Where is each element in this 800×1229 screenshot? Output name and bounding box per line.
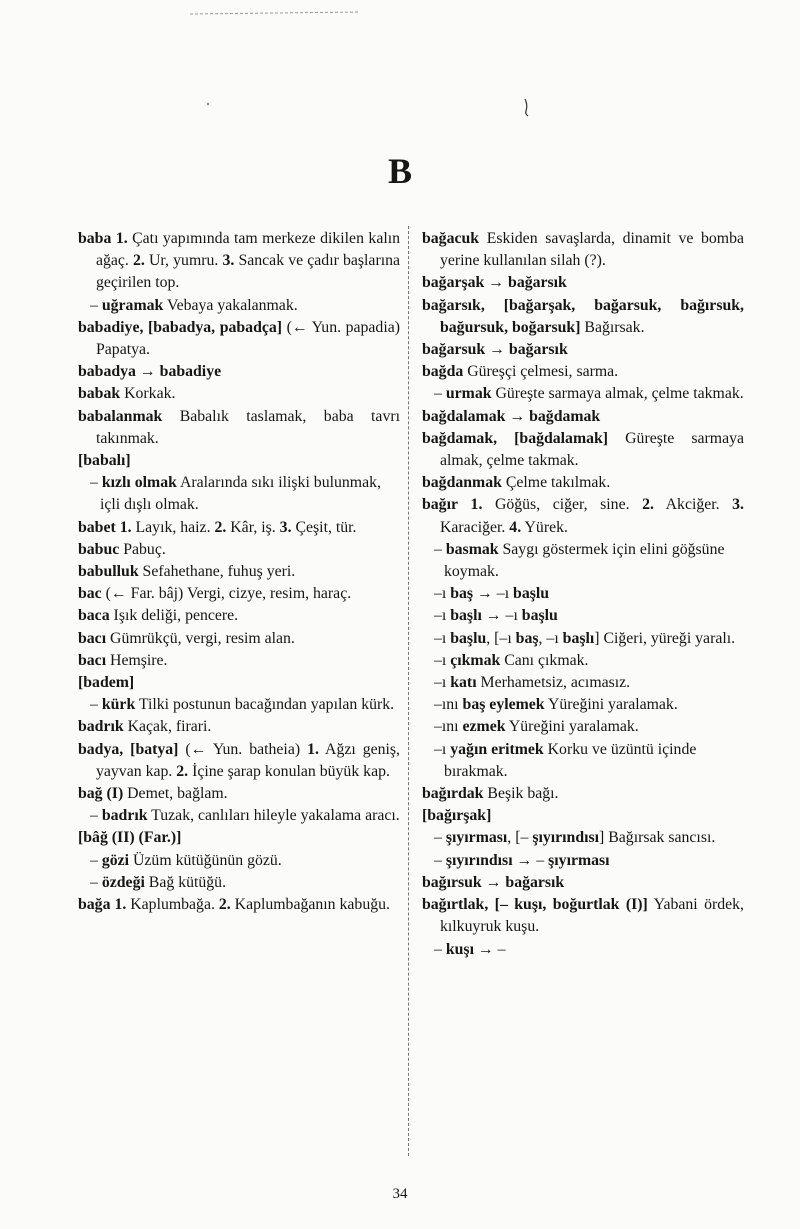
- definition-text: Güreşçi çelmesi, sarma.: [463, 363, 619, 381]
- dictionary-entry: [78, 539, 400, 561]
- definition-text: ] Bağırsak sancısı.: [599, 829, 716, 847]
- dictionary-entry: [78, 650, 400, 672]
- definition-text: Yürek.: [521, 518, 568, 536]
- dictionary-entry: [422, 494, 744, 538]
- dictionary-entry: [422, 272, 744, 294]
- dictionary-subentry: [78, 472, 400, 516]
- dictionary-subentry: [78, 295, 400, 317]
- definition-text: İçine şarap konulan büyük kap.: [188, 762, 390, 780]
- dictionary-entry: [78, 561, 400, 583]
- definition-text: Tuzak, canlıları hileyle yakalama aracı.: [147, 807, 400, 825]
- headword-text: babadiye: [159, 363, 222, 381]
- headword-text: badrık: [78, 718, 124, 736]
- definition-text: Güreşte sarmaya almak, çelme takmak.: [440, 429, 744, 470]
- headword-text: 1.: [114, 896, 127, 914]
- headword-text: 1.: [470, 496, 483, 514]
- headword-text: bağdamak: [529, 407, 601, 425]
- dictionary-entry: [78, 317, 400, 361]
- definition-text: –ı: [434, 651, 451, 669]
- headword-text: özdeği: [101, 873, 145, 891]
- definition-text: –ını: [434, 696, 463, 714]
- headword-text: baş eylemek: [462, 696, 545, 714]
- definition-text: →: [505, 407, 530, 425]
- definition-text: Gümrükçü, vergi, resim alan.: [106, 629, 295, 647]
- dictionary-subentry: [422, 716, 744, 738]
- headword-text: 3.: [732, 496, 745, 514]
- dictionary-subentry: [422, 850, 744, 872]
- headword-text: 2.: [214, 518, 227, 536]
- dictionary-entry: [422, 428, 744, 472]
- headword-text: şıyırındısı: [532, 829, 600, 847]
- headword-text: 2.: [133, 252, 145, 270]
- definition-text: –: [434, 385, 446, 403]
- headword-text: uğramak: [101, 296, 164, 314]
- dictionary-entry: [422, 805, 744, 827]
- headword-text: başlı: [562, 629, 595, 647]
- headword-text: bağarsık: [505, 873, 565, 891]
- dictionary-entry: [78, 517, 400, 539]
- dictionary-entry: [78, 450, 400, 472]
- dictionary-subentry: [422, 650, 744, 672]
- definition-text: Kâr, iş.: [226, 518, 280, 536]
- dictionary-subentry: [422, 605, 744, 627]
- definition-text: →: [484, 274, 509, 292]
- definition-text: Babalık taslamak, baba tavrı takınmak.: [96, 407, 400, 447]
- headword-text: 2.: [642, 496, 654, 514]
- definition-text: Sancak ve çadır başlarına geçirilen top.: [96, 252, 400, 292]
- definition-text: Eskiden savaşlarda, dinamit ve bomba yerine kullanılan silah (?).: [440, 230, 744, 270]
- dictionary-subentry: [78, 872, 400, 894]
- definition-text: , [–: [507, 829, 533, 847]
- headword-text: baca: [78, 607, 110, 625]
- definition-text: →: [485, 341, 509, 359]
- definition-text: Korku ve üzüntü içinde bırakmak.: [444, 740, 697, 780]
- definition-text: ] Ciğeri, yüreği yaralı.: [594, 629, 736, 647]
- headword-text: şıyırması: [548, 851, 610, 869]
- dictionary-entry: [422, 339, 744, 361]
- definition-text: –ı: [434, 629, 451, 647]
- headword-text: şıyırındısı: [445, 851, 513, 869]
- column-divider: [408, 226, 409, 1156]
- dictionary-entry: [78, 716, 400, 738]
- headword-text: [bağırşak]: [422, 807, 492, 825]
- dictionary-entry: [422, 872, 744, 894]
- headword-text: [badem]: [78, 674, 135, 692]
- definition-text: Pabuç.: [119, 540, 166, 558]
- definition-text: Canı çıkmak.: [500, 651, 589, 669]
- headword-text: 2.: [176, 762, 189, 780]
- headword-text: babulluk: [78, 563, 139, 581]
- definition-text: –: [434, 829, 446, 847]
- definition-text: , –ı: [538, 629, 563, 647]
- headword-text: bağırdak: [422, 785, 484, 803]
- definition-text: →: [135, 363, 160, 381]
- dictionary-entry: [78, 383, 400, 405]
- definition-text: Vebaya yakalanmak.: [163, 296, 298, 314]
- definition-text: Hemşire.: [106, 651, 168, 669]
- headword-text: bağarsık, [bağarşak, bağarsuk, bağırsuk, bağursuk, boğarsuk]: [422, 296, 744, 336]
- definition-text: –: [90, 474, 102, 492]
- dictionary-entry: [422, 472, 744, 494]
- headword-text: şıyırması: [445, 829, 508, 847]
- headword-text: bacı: [78, 651, 107, 669]
- definition-text: Beşik bağı.: [483, 785, 559, 803]
- definition-text: –: [90, 851, 102, 869]
- definition-text: → –ı: [481, 607, 522, 625]
- definition-text: –: [434, 851, 446, 869]
- headword-text: basmak: [445, 540, 499, 558]
- headword-text: babadya: [78, 363, 136, 381]
- headword-text: 2.: [218, 896, 231, 914]
- dictionary-entry: [422, 361, 744, 383]
- headword-text: babalanmak: [78, 407, 163, 425]
- definition-text: Göğüs, ciğer, sine.: [482, 496, 643, 514]
- definition-text: (← Yun. batheia): [178, 740, 308, 758]
- headword-text: baş: [450, 585, 474, 603]
- dictionary-entry: [78, 605, 400, 627]
- definition-text: Yüreğini yaralamak.: [544, 696, 678, 714]
- headword-text: kürk: [101, 696, 136, 714]
- headword-text: badya, [batya]: [78, 740, 179, 758]
- headword-text: bağa: [78, 896, 111, 914]
- definition-text: –: [90, 873, 102, 891]
- dictionary-entry: [78, 739, 400, 783]
- definition-text: (← Far. bâj) Vergi, cizye, resim, haraç.: [101, 585, 352, 603]
- definition-text: Kaplumbağanın kabuğu.: [230, 896, 390, 914]
- headword-text: bağarsık: [508, 274, 567, 292]
- headword-text: badrık: [101, 807, 148, 825]
- definition-text: –: [434, 940, 446, 958]
- definition-text: Karaciğer.: [440, 518, 510, 536]
- headword-text: bağ (I): [78, 785, 124, 803]
- headword-text: babet: [78, 518, 116, 536]
- section-letter: B: [387, 151, 412, 191]
- definition-text: Çeşit, tür.: [291, 518, 357, 536]
- headword-text: 1.: [307, 740, 319, 758]
- headword-text: [babalı]: [78, 452, 131, 470]
- headword-text: bağdanmak: [422, 474, 502, 492]
- headword-text: 3.: [279, 518, 292, 536]
- dictionary-entry: [78, 827, 400, 849]
- definition-text: Akciğer.: [653, 496, 733, 514]
- headword-text: bağarşak: [422, 274, 485, 292]
- definition-text: Korkak.: [120, 385, 176, 403]
- headword-text: kızlı olmak: [101, 474, 177, 492]
- headword-text: bağır: [422, 496, 458, 514]
- headword-text: baba: [78, 230, 112, 247]
- definition-text: –ı: [434, 585, 451, 603]
- dictionary-subentry: [422, 672, 744, 694]
- definition-text: , [–ı: [486, 629, 516, 647]
- definition-text: –: [90, 807, 102, 825]
- definition-text: –: [90, 296, 102, 314]
- dictionary-entry: [78, 672, 400, 694]
- definition-text: Güreşte sarmaya almak, çelme takmak.: [491, 385, 744, 403]
- definition-text: Demet, bağlam.: [123, 785, 228, 803]
- headword-text: bağırsuk: [422, 873, 482, 891]
- definition-text: Layık, haiz.: [131, 518, 215, 536]
- dictionary-entry: [422, 894, 744, 938]
- definition-text: Yüreğini yaralamak.: [505, 718, 639, 736]
- dictionary-entry: [78, 406, 400, 450]
- definition-text: –: [434, 540, 446, 558]
- dictionary-entry: [422, 783, 744, 805]
- headword-text: başlı: [450, 607, 482, 625]
- dictionary-entry: [422, 406, 744, 428]
- definition-text: Saygı göstermek için elini göğsüne koymak.: [444, 540, 725, 581]
- headword-text: bağda: [422, 363, 464, 381]
- definition-text: Aralarında sıkı ilişki bulunmak, içli dışlı olmak.: [100, 474, 381, 514]
- definition-text: (← Yun. papadia) Papatya.: [96, 318, 400, 359]
- dictionary-subentry: [78, 850, 400, 872]
- headword-text: baş: [515, 629, 539, 647]
- definition-text: Çatı yapımında tam merkeze dikilen kalın ağaç.: [96, 230, 401, 270]
- headword-text: bac: [78, 585, 102, 603]
- definition-text: → –: [512, 851, 549, 869]
- headword-text: bağdamak, [bağdalamak]: [422, 429, 609, 447]
- headword-text: 3.: [222, 252, 235, 270]
- definition-text: Tilki postunun bacağından yapılan kürk.: [135, 696, 395, 714]
- left-column: [78, 228, 400, 916]
- headword-text: ezmek: [462, 718, 506, 736]
- definition-text: –ını: [434, 718, 463, 736]
- headword-text: bağırtlak, [– kuşı, boğurtlak (I)]: [422, 896, 648, 914]
- headword-text: babak: [78, 385, 121, 403]
- definition-text: Kaplumbağa.: [126, 896, 219, 914]
- headword-text: bağacuk: [422, 230, 480, 247]
- dictionary-entry: [78, 894, 400, 916]
- headword-text: babuc: [78, 540, 120, 558]
- definition-text: Üzüm kütüğünün gözü.: [129, 851, 282, 869]
- headword-text: bacı: [78, 629, 107, 647]
- definition-text: →: [481, 873, 506, 891]
- dictionary-entry: [78, 228, 400, 295]
- headword-text: bağarsuk: [422, 341, 486, 359]
- headword-text: [bâğ (II) (Far.)]: [78, 829, 182, 847]
- headword-text: çıkmak: [450, 651, 501, 669]
- definition-text: –ı: [434, 607, 451, 625]
- headword-text: kuşı: [445, 940, 474, 958]
- dictionary-entry: [422, 228, 744, 272]
- dictionary-subentry: [78, 694, 400, 716]
- definition-text: –ı: [434, 674, 451, 692]
- headword-text: yağın eritmek: [450, 740, 544, 758]
- definition-text: Sefahethane, fuhuş yeri.: [138, 563, 296, 581]
- definition-text: Ağzı geniş, yayvan kap.: [96, 740, 401, 780]
- dictionary-subentry: [422, 539, 744, 583]
- headword-text: 1.: [119, 518, 132, 536]
- definition-text: Kaçak, firari.: [123, 718, 212, 736]
- dictionary-subentry: [422, 694, 744, 716]
- dictionary-subentry: [422, 383, 744, 405]
- dictionary-subentry: [422, 583, 744, 605]
- definition-text: –ı: [434, 740, 451, 758]
- definition-text: Bağırsak.: [580, 318, 645, 336]
- headword-text: bağarsık: [508, 341, 568, 359]
- definition-text: Çelme takılmak.: [501, 474, 611, 492]
- right-column: [422, 228, 744, 961]
- definition-text: → –ı: [473, 585, 514, 603]
- headword-text: 4.: [509, 518, 522, 536]
- definition-text: –: [90, 696, 102, 714]
- headword-text: urmak: [445, 385, 492, 403]
- dictionary-subentry: [422, 739, 744, 783]
- dictionary-subentry: [422, 628, 744, 650]
- dictionary-entry: [78, 783, 400, 805]
- headword-text: babadiye, [babadya, pabadça]: [78, 318, 283, 336]
- definition-text: Işık deliği, pencere.: [109, 607, 239, 625]
- headword-text: başlu: [513, 585, 550, 603]
- definition-text: [458, 496, 471, 513]
- dictionary-entry: [422, 295, 744, 339]
- headword-text: başlu: [521, 607, 558, 625]
- definition-text: Ur, yumru.: [144, 252, 223, 270]
- headword-text: başlu: [450, 629, 487, 647]
- headword-text: gözi: [101, 851, 130, 869]
- definition-text: Merhametsiz, acımasız.: [476, 674, 631, 692]
- dictionary-entry: [78, 583, 400, 605]
- definition-text: Yabani ördek, kılkuyruk kuşu.: [440, 896, 744, 936]
- dictionary-subentry: [78, 805, 400, 827]
- definition-text: Bağ kütüğü.: [144, 873, 227, 891]
- dictionary-entry: [78, 361, 400, 383]
- headword-text: 1.: [115, 230, 128, 247]
- dictionary-entry: [78, 628, 400, 650]
- definition-text: → –: [473, 940, 506, 958]
- headword-text: katı: [450, 674, 477, 692]
- page-number: 34: [392, 1186, 408, 1202]
- dictionary-subentry: [422, 939, 744, 961]
- headword-text: bağdalamak: [422, 407, 506, 425]
- dictionary-subentry: [422, 827, 744, 849]
